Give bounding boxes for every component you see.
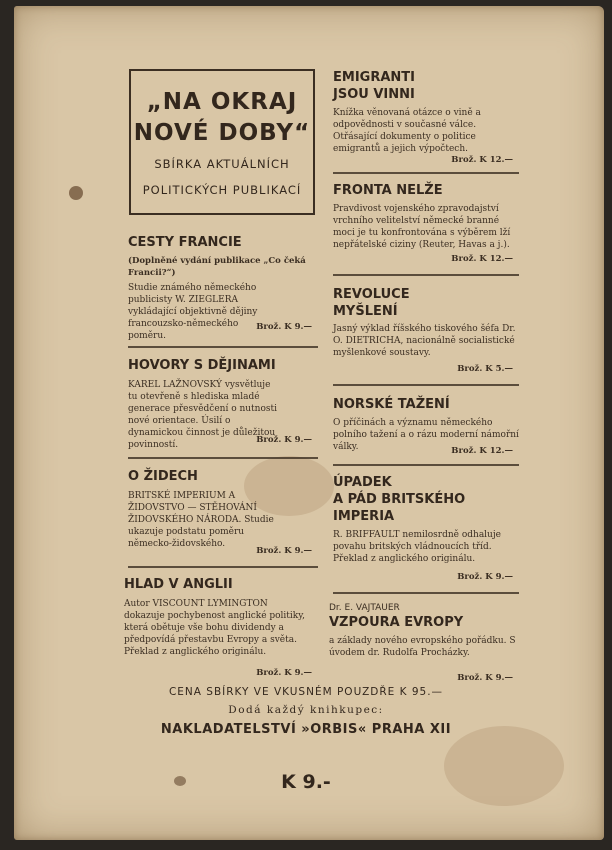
divider <box>333 592 519 594</box>
book-description: BRITSKÉ IMPERIUM A ŽIDOVSTVO — STĚHOVÁNÍ ŽIDOVSKÉHO NÁRODA. Studie ukazuje podstatu poměru německo-židovského. <box>128 491 274 549</box>
book-title-line1: VZPOURA EVROPY <box>329 615 464 630</box>
book-price: Brož. K 9.— <box>256 322 312 332</box>
book-description: Autor VISCOUNT LYMINGTON dokazuje pochybenost anglické politiky, která obětuje vše bohu dividendy a předpovídá přestavbu Evropy a světa. Překlad z anglického originálu. <box>124 599 306 657</box>
book-entry-cesty-francie <box>128 234 318 341</box>
book-price: Brož. K 12.— <box>451 446 513 456</box>
book-description: Knížka věnovaná otázce o vině a odpovědnosti v současné válce. Otřásající dokumenty o politice emigrantů a jejich výpočtech. <box>333 108 481 154</box>
series-subtitle-line1: SBÍRKA AKTUÁLNÍCH <box>154 157 290 171</box>
set-price-line: CENA SBÍRKY VE VKUSNÉM POUZDŘE K 95.— <box>168 686 444 698</box>
book-title-line1: REVOLUCE <box>333 287 410 302</box>
book-entry-emigranti-jsou-vinni <box>333 69 519 169</box>
book-entry-vzpoura-evropy <box>329 603 519 683</box>
book-price: Brož. K 9.— <box>457 572 513 582</box>
book-entry-revoluce-mysleni <box>333 286 519 378</box>
divider <box>128 457 318 459</box>
series-title-box <box>129 69 315 215</box>
book-price: Brož. K 9.— <box>457 673 513 683</box>
book-entry-fronta-nelze <box>333 182 519 270</box>
stain-spot <box>69 186 83 200</box>
book-entry-upadek-a-pad <box>333 474 519 582</box>
book-price: Brož. K 12.— <box>451 254 513 264</box>
book-title-line2: MYŠLENÍ <box>333 304 398 319</box>
book-entry-o-zidech <box>128 468 318 560</box>
series-subtitle-line2: POLITICKÝCH PUBLIKACÍ <box>142 183 302 197</box>
book-description: R. BRIFFAULT nemilosrdně odhaluje povahu britských vládnoucích tříd. Překlad z anglického originálu. <box>333 530 501 564</box>
book-description: a základy nového evropského pořádku. S úvodem dr. Rudolfa Procházky. <box>329 636 516 658</box>
divider <box>128 566 318 568</box>
book-title: HLAD V ANGLII <box>124 577 233 592</box>
book-note: (Doplněné vydání publikace „Co čeká Francii?“) <box>128 256 306 278</box>
divider <box>333 172 519 174</box>
book-title: O ŽIDECH <box>128 469 198 484</box>
book-title-line2: A PÁD BRITSKÉHO <box>333 492 466 507</box>
book-entry-hovory-s-dejinami <box>128 357 318 449</box>
book-price: Brož. K 12.— <box>451 155 513 165</box>
book-description: Jasný výklad říšského tiskového šéfa Dr. O. DIETRICHA, nacionálně socialistické myšlenkové soustavy. <box>333 324 516 358</box>
book-title-line3: IMPERIA <box>333 509 395 524</box>
book-entry-hlad-v-anglii <box>124 576 318 680</box>
cover-price: K 9.- <box>281 771 331 793</box>
book-title-line1: FRONTA NELŽE <box>333 183 443 198</box>
book-description: KAREL LAŽNOVSKÝ vysvětluje tu otevřeně s hlediska mladé generace přesvědčení o nutnosti nové orientace. Úsilí o dynamickou činnost je důležitou povinností. <box>128 380 278 450</box>
sold-by-line: Dodá každý knihkupec: <box>228 704 384 716</box>
divider <box>128 346 318 348</box>
divider <box>333 464 519 466</box>
book-author: Dr. E. VAJTAUER <box>329 603 400 613</box>
book-price: Brož. K 9.— <box>256 546 312 556</box>
book-title-line1: NORSKÉ TAŽENÍ <box>333 397 450 412</box>
stain-area <box>444 726 564 806</box>
book-title-line2: JSOU VINNI <box>333 87 415 102</box>
book-description: O příčinách a významu německého polního tažení a o rázu moderní námořní války. <box>333 418 519 452</box>
book-title-line1: EMIGRANTI <box>333 70 415 85</box>
book-description: Pravdivost vojenského zpravodajství vrchního velitelství německé branné moci je tu konfrontována s výběrem lží nepřátelské ciziny (Reuter, Havas a j.). <box>333 204 511 250</box>
divider <box>333 384 519 386</box>
publisher-line: NAKLADATELSTVÍ »ORBIS« PRAHA XII <box>160 722 452 737</box>
divider <box>333 274 519 276</box>
book-title: HOVORY S DĚJINAMI <box>128 358 276 373</box>
book-price: Brož. K 9.— <box>256 668 312 678</box>
series-title-line2: NOVÉ DOBY“ <box>133 120 311 146</box>
book-price: Brož. K 9.— <box>256 435 312 445</box>
book-title-line1: ÚPADEK <box>333 475 392 490</box>
series-title-line1: „NA OKRAJ <box>146 89 298 115</box>
book-title: CESTY FRANCIE <box>128 235 242 250</box>
book-description: Studie známého německého publicisty W. ZIEGLERA vykládající objektivně dějiny francouzsko-německého poměru. <box>128 283 258 341</box>
book-entry-norske-tazeni <box>333 396 519 460</box>
book-price: Brož. K 5.— <box>457 364 513 374</box>
